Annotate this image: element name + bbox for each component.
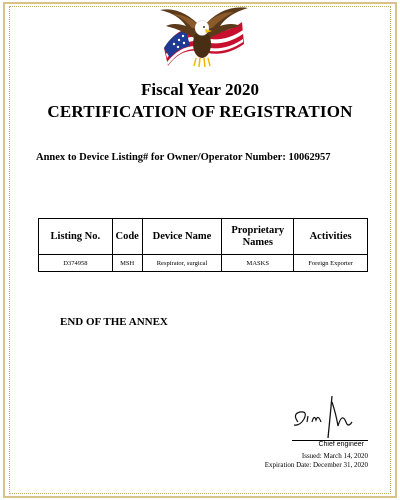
eagle-flag-seal-icon: [152, 0, 252, 80]
handwritten-signature: [288, 392, 368, 440]
header-code: Code: [112, 219, 142, 255]
cell-device-name: Respirator, surgical: [142, 255, 222, 272]
end-of-annex: END OF THE ANNEX: [60, 316, 168, 328]
device-listing-table: [38, 218, 368, 272]
header-activities: Activities: [294, 219, 368, 255]
issued-date: Issued: March 14, 2020: [301, 452, 368, 460]
expiration-date: Expiration Date: December 31, 2020: [264, 461, 368, 469]
signer-title: Chief engineer: [318, 441, 364, 448]
table-row: [39, 255, 368, 272]
fiscal-year-title: Fiscal Year 2020: [140, 80, 260, 99]
certificate-title: CERTIFICATION OF REGISTRATION: [47, 102, 353, 121]
cell-activities: Foreign Exporter: [294, 255, 368, 272]
cell-code: MSH: [112, 255, 142, 272]
table-header-row: [39, 219, 368, 255]
header-proprietary-names: Proprietary Names: [222, 219, 294, 255]
annex-line: Annex to Device Listing# for Owner/Operator Number: 10062957: [36, 152, 331, 163]
cell-listing-no: D374958: [39, 255, 113, 272]
header-device-name: Device Name: [142, 219, 222, 255]
header-listing-no: Listing No.: [39, 219, 113, 255]
cell-proprietary-names: MASKS: [222, 255, 294, 272]
